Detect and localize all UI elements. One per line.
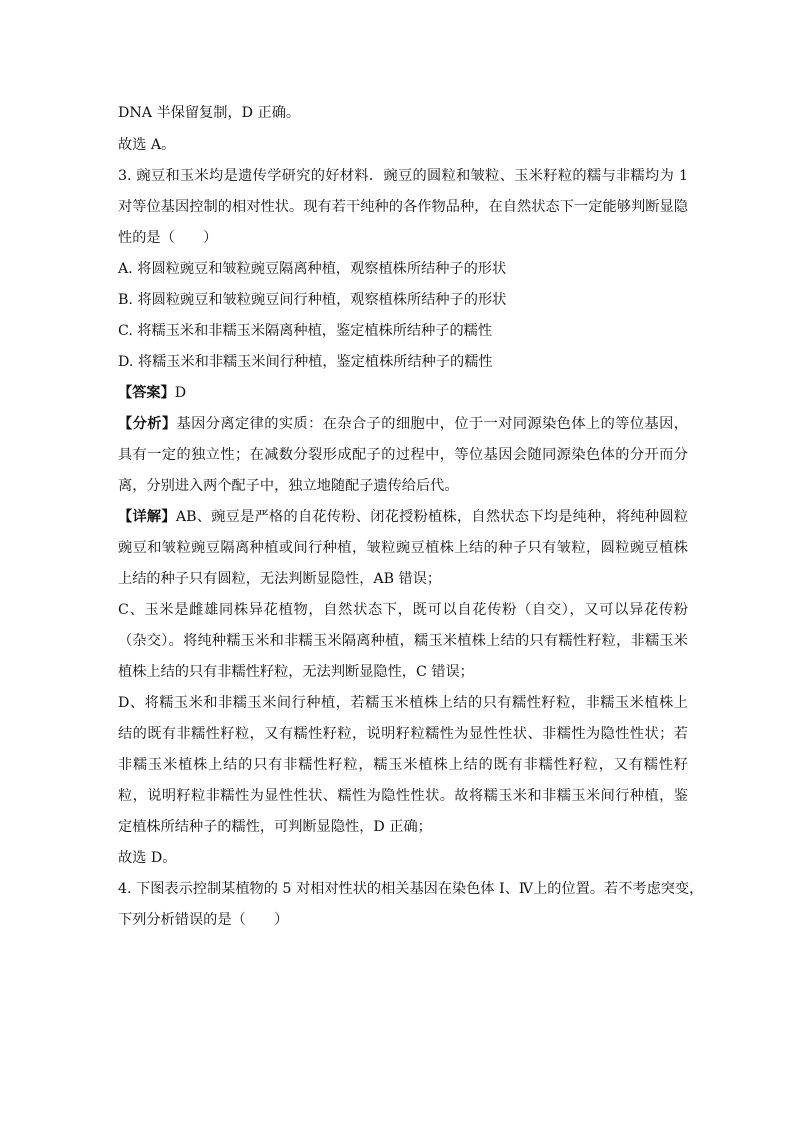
option-c: C. 将糯玉米和非糯玉米隔离种植，鉴定植株所结种子的糯性 [118, 323, 493, 339]
analysis-text: 基因分离定律的实质：在杂合子的细胞中，位于一对同源染色体上的等位基因， [176, 416, 688, 432]
option-b: B. 将圆粒豌豆和皱粒豌豆间行种植，观察植株所结种子的形状 [118, 292, 507, 308]
question-4-stem: 下列分析错误的是（ ） [118, 912, 289, 928]
detail-text: （杂交）。将纯种糯玉米和非糯玉米隔离种植，糯玉米植株上结的只有糯性籽粒，非糯玉米 [118, 633, 688, 649]
text-line: 故选 D。 [118, 850, 177, 866]
option-d: D. 将糯玉米和非糯玉米间行种植，鉴定植株所结种子的糯性 [118, 354, 493, 370]
analysis-text: 离，分别进入两个配子中，独立地随配子遗传给后代。 [118, 478, 459, 494]
detail-text: 豌豆和皱粒豌豆隔离种植或间行种植，皱粒豌豆植株上结的种子只有皱粒，圆粒豌豆植株 [118, 540, 688, 556]
answer-value: D [174, 385, 187, 401]
analysis-label: 【分析】 [118, 416, 177, 432]
question-3-stem: 对等位基因控制的相对性状。现有若干纯种的各作物品种，在自然状态下一定能够判断显隐 [118, 199, 688, 215]
detail-text: 粒，说明籽粒非糯性为显性性状、糯性为隐性性状。故将糯玉米和非糯玉米间行种植，鉴 [118, 788, 688, 804]
detail-text: 非糯玉米植株上结的只有非糯性籽粒，糯玉米植株上结的既有非糯性籽粒，又有糯性籽 [118, 757, 688, 773]
detail-text: AB、豌豆是严格的自花传粉、闭花授粉植株，自然状态下均是纯种，将纯种圆粒 [175, 509, 688, 525]
detail-text: D、将糯玉米和非糯玉米间行种植，若糯玉米植株上结的只有糯性籽粒，非糯玉米植株上 [118, 695, 688, 711]
option-a: A. 将圆粒豌豆和皱粒豌豆隔离种植，观察植株所结种子的形状 [118, 261, 507, 277]
answer-line [118, 383, 688, 403]
analysis-text: 具有一定的独立性；在减数分裂形成配子的过程中，等位基因会随同源染色体的分开而分 [118, 447, 688, 463]
detail-text: C、玉米是雌雄同株异花植物，自然状态下，既可以自花传粉（自交），又可以异花传粉 [118, 602, 688, 618]
question-3-stem: 3. 豌豆和玉米均是遗传学研究的好材料．豌豆的圆粒和皱粒、玉米籽粒的糯与非糯均为 1 [118, 168, 688, 184]
detail-text: 植株上结的只有非糯性籽粒，无法判断显隐性，C 错误； [118, 664, 474, 680]
detail-line [118, 507, 688, 527]
text-line: 故选 A。 [118, 137, 176, 153]
detail-label: 【详解】 [118, 509, 176, 525]
analysis-line [118, 414, 688, 434]
text-line: DNA 半保留复制，D 正确。 [118, 105, 301, 121]
detail-text: 定植株所结种子的糯性，可判断显隐性，D 正确； [118, 819, 432, 835]
detail-text: 上结的种子只有圆粒，无法判断显隐性，AB 错误； [118, 571, 442, 587]
detail-text: 结的既有非糯性籽粒，又有糯性籽粒，说明籽粒糯性为显性性状、非糯性为隐性性状；若 [118, 726, 688, 742]
question-3-stem: 性的是（ ） [118, 230, 218, 246]
question-4-stem: 4. 下图表示控制某植物的 5 对相对性状的相关基因在染色体 I、Ⅳ上的位置。若不考虑突变， [118, 881, 704, 897]
answer-label: 【答案】 [118, 385, 175, 401]
